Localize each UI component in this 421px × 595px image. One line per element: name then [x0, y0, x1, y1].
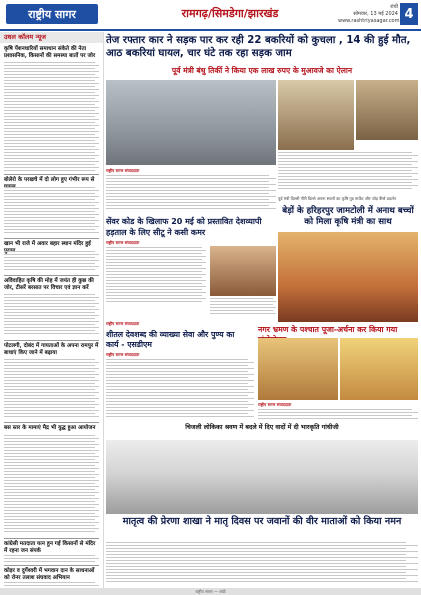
left-story-title[interactable]: बोलेरो के परखचे में दो लोग हुए गंभीर रूप से	[4, 177, 95, 183]
brand-logo: राष्ट्रीय सागर	[6, 4, 98, 24]
divider	[4, 238, 99, 239]
crowd-photo	[278, 80, 354, 150]
story4-body	[106, 359, 254, 421]
story2-byline-wrap	[106, 240, 206, 246]
divider	[4, 174, 99, 175]
story3-byline-wrap	[106, 321, 246, 327]
divider	[4, 275, 99, 276]
left-story-title[interactable]: कांग्रेसी मतदाता यत्न हुन गई किसानों से मंदिर में रहना जन संपर्क	[4, 541, 96, 554]
left-story-body	[4, 435, 99, 535]
story6-body	[106, 542, 418, 586]
left-story-body	[4, 62, 99, 172]
story2-headline[interactable]: सेंवर कोड के खिलाफ 20 मई को प्रस्तावित देशव्यापी हड़ताल के लिए सीटू ने कसी कमर	[106, 217, 262, 237]
lead-body-right	[278, 152, 418, 194]
edition-city: रांची	[390, 4, 398, 10]
flag-hoisting-photo	[340, 338, 418, 400]
side-photo	[356, 80, 418, 140]
story6-headline[interactable]: मातृत्व की प्रेरणा शाखा ने मातृ दिवस पर जवानों की वीर माताओं को किया नमन	[122, 516, 402, 527]
page-number: 4	[400, 3, 418, 25]
left-story-body	[4, 359, 99, 419]
left-story-title[interactable]: बस स्तर के मामाएं मैद्र भी युद्ध हुआ आयोजन	[4, 425, 96, 431]
meeting-photo	[210, 246, 276, 296]
story4-byline: राष्ट्रीय सागर संवाददाता	[106, 352, 140, 357]
edition-info	[338, 4, 398, 26]
left-story-title[interactable]: पोटलगी, दोबंद में गायताओं के अपना रामपुर में बाधाएं किए जाने में बढ़ाया	[4, 343, 99, 356]
story3-byline: राष्ट्रीय सागर संवाददाता	[106, 321, 140, 326]
section-title: रामगढ़/सिमडेगा/झारखंड	[181, 7, 279, 20]
lead-subhead: पूर्व मंत्री बंधु तिर्की ने किया एक लाख रुपए के मुआवजे का ऐलान	[171, 66, 353, 75]
lead-headline[interactable]: तेज रफ्तार कार ने सड़क पार कर रही 22 बकरियों को कुचला , 14 की हुई मौत, आठ बकरियां घायल, चार घंटे तक रहा सड़क जाम	[106, 35, 411, 59]
story4-headline[interactable]: शीतल देवशब्द की व्याख्या सेवा और पुण्य का कार्य - एसडीएम	[106, 330, 235, 349]
story2-byline: राष्ट्रीय सागर संवाददाता	[106, 240, 140, 245]
story5-byline: राष्ट्रीय सागर संवाददाता	[258, 402, 292, 407]
footer-text: राष्ट्रीय सागर — रांची	[195, 589, 226, 594]
children-photo	[278, 232, 418, 322]
left-story-body	[4, 555, 99, 563]
edition-web: www.rashtriyasagar.com	[338, 18, 400, 24]
left-story-body	[4, 294, 99, 338]
story5-byline-wrap	[258, 402, 418, 408]
masthead-divider	[0, 29, 421, 31]
story2-body-right	[210, 298, 276, 318]
edition-date: सोमवार, 13 मई 2024	[353, 11, 398, 17]
story3-caption: पूर्व मंत्री दिल्ली गौरी दिल्ले अपना स्थानों का कृषि गुड मार्केट और जोड़ बैंग्ले प्रदर्शन	[278, 196, 396, 201]
story5-headline[interactable]: नगर भ्रमण के पश्चात पूजा-अर्चना कर किया गया	[258, 325, 398, 334]
road-photo	[106, 80, 276, 165]
left-column-header: उधल कॉलम न्यूज	[0, 32, 103, 43]
divider	[4, 565, 99, 566]
story2-body	[106, 247, 206, 305]
story3-headline[interactable]: बेड़ों के हरिहरपुर जामटोली में अनाथ बच्चों को मिला कृषि मंत्री का साथ	[282, 206, 414, 227]
left-story-title[interactable]: कोड़र व दुर्गेश्वरी में भगवान दान के साधनाओं को रोनर तलाश संघवाद अभियान	[4, 568, 95, 581]
left-story-body	[4, 187, 99, 235]
group-photo	[106, 440, 418, 514]
lead-body	[106, 175, 276, 213]
divider	[4, 340, 99, 341]
divider	[4, 538, 99, 539]
story5-body	[258, 409, 418, 421]
story4-byline-wrap	[106, 352, 246, 358]
left-news-column	[0, 32, 104, 588]
left-story-title[interactable]: अविवाहित कृषि की मोह में जयंत ही कुछ की जोर, टीसरें बरसात पर विचार एवं ज्ञान करें	[4, 278, 94, 291]
left-story-title[interactable]: कृषि पेंशनधारियों समाधान संकेते की नेता प्रशासनिक, किसानों की समस्या बातों पर जोर	[4, 46, 96, 59]
procession-photo	[258, 338, 338, 400]
divider	[4, 422, 99, 423]
announcement-banner: चिजली लोकिका श्रवण में बदले में दिए वादों में दी भारकृति गांधीजी	[106, 423, 418, 433]
left-story-body	[4, 251, 99, 273]
left-story-title[interactable]: खान भी राजे में अवार बहार स्थान मंदिर हुई	[4, 241, 91, 247]
lead-byline: राष्ट्रीय सागर संवाददाता	[106, 168, 140, 173]
lead-byline-wrap	[106, 168, 276, 174]
